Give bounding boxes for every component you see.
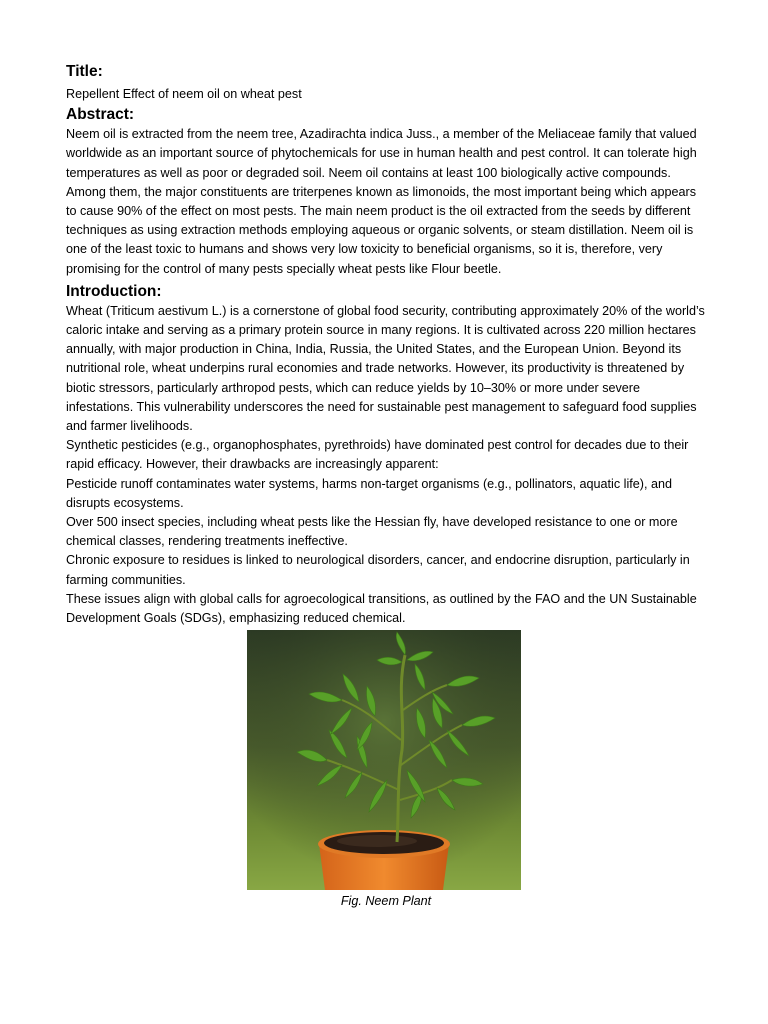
intro-paragraph-3: Pesticide runoff contaminates water systems, harms non-target organisms (e.g., pollinators, aquatic life), and disrupts ecosystems. xyxy=(66,476,672,510)
abstract-heading: Abstract: xyxy=(66,106,135,124)
intro-paragraph-1: Wheat (Triticum aestivum L.) is a cornerstone of global food security, contributing approximately 20% of the world’s caloric intake and serving as a primary protein source in many regions. It is cultivated across 220 million hectares annually, with major production in China, India, Russia, the United States, and the European Union. Beyond its nutritional role, wheat underpins rural economies and trade networks. However, its productivity is threatened by biotic stressors, particularly arthropod pests, which can reduce yields by 10–30% or more under severe infestations. This vulnerability underscores the need for sustainable pest management to safeguard food supplies and farmer livelihoods. xyxy=(66,303,705,434)
figure-caption: Fig. Neem Plant xyxy=(340,894,432,909)
intro-paragraph-4: Over 500 insect species, including wheat pests like the Hessian fly, have developed resistance to one or more chemical classes, rendering treatments ineffective. xyxy=(66,515,678,549)
intro-paragraph-2: Synthetic pesticides (e.g., organophosphates, pyrethroids) have dominated pest control for decades due to their rapid efficacy. However, their drawbacks are increasingly apparent: xyxy=(66,438,689,472)
abstract-paragraph: Neem oil is extracted from the neem tree, Azadirachta indica Juss., a member of the Meliaceae family that valued worldwide as an important source of phytochemicals for use in human health and pest control. It can tolerate high temperatures as well as poor or degraded soil. Neem oil contains at least 100 biologically active compounds. Among them, the major constituents are triterpenes known as limonoids, the most important being which appears to cause 90% of the effect on most pests. The main neem product is the oil extracted from the seeds by different techniques as using extraction methods employing aqueous or organic solvents, or steam distillation. Neem oil is one of the least toxic to humans and shows very low toxicity to beneficial organisms, so it is, therefore, very promising for the control of many pests specially wheat pests like Flour beetle. xyxy=(66,127,697,276)
figure xyxy=(66,630,706,910)
intro-paragraph-6: These issues align with global calls for agroecological transitions, as outlined by the FAO and the UN Sustainable Development Goals (SDGs), emphasizing reduced chemical. xyxy=(66,591,697,626)
title-heading: Title: xyxy=(66,63,103,80)
document-body xyxy=(66,62,706,910)
introduction-heading: Introduction: xyxy=(66,282,162,300)
title-text: Repellent Effect of neem oil on wheat pest xyxy=(66,87,302,101)
intro-paragraph-5: Chronic exposure to residues is linked to neurological disorders, cancer, and endocrine disruption, particularly in farming communities. xyxy=(66,553,690,587)
neem-plant-image xyxy=(247,630,521,890)
